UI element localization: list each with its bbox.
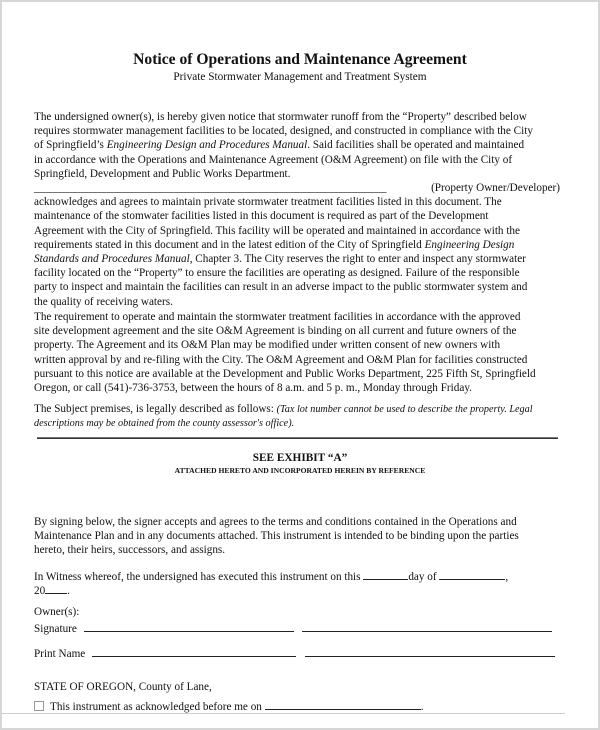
text-line: By signing below, the signer accepts and agrees to the terms and conditions contained in the Operations and (34, 516, 517, 528)
text-line: The undersigned owner(s), is hereby given notice that stormwater runoff from the “Property” described below (34, 111, 527, 123)
text-span: , Chapter 3. The City reserves the right to enter and inspect any stormwater (189, 252, 526, 265)
text-line: facility located on the “Property” to ensure the facilities are operating as designed. Failure of the responsible (34, 267, 520, 280)
signature-label: Signature (34, 623, 77, 635)
text-span: In Witness whereof, the undersigned has executed this instrument on this (34, 571, 364, 583)
text-line: party to inspect and maintain the facilities can result in an adverse impact to the public stormwater system and (34, 281, 528, 294)
text-line: Maintenance Plan and in any documents attached. This instrument is intended to be binding upon the parties (34, 530, 519, 543)
text-span: of Springfield’s (34, 139, 107, 152)
text-span: . (67, 585, 70, 598)
text-span: 20 (34, 585, 46, 598)
text-line: Oregon, or call (541)-736-3753, between the hours of 8 a.m. and 5 p. m., Monday through Friday. (34, 381, 472, 394)
text-span: , (505, 571, 509, 583)
month-field[interactable] (439, 568, 505, 580)
document-subtitle: Private Stormwater Management and Treatment System (173, 71, 427, 83)
manual-title: Engineering Design and Procedures Manual (106, 139, 308, 152)
print-name-field-1[interactable] (92, 645, 296, 657)
text-line (34, 138, 574, 152)
paragraph-legal-description (34, 402, 574, 430)
text-line: hereto, their heirs, successors, and assigns. (34, 544, 226, 557)
print-name-label: Print Name (34, 648, 86, 660)
text-span: . (420, 701, 424, 713)
page-cut-rule (2, 713, 565, 714)
owner-developer-blank[interactable]: _______________________________________________________________ (34, 182, 387, 194)
text-line (34, 416, 574, 430)
print-name-row (34, 645, 555, 660)
owner-developer-line (34, 181, 560, 195)
legal-note: descriptions may be obtained from the county assessor's office). (34, 418, 295, 430)
text-span: The Subject premises, is legally described as follows: (34, 403, 277, 415)
text-line (34, 402, 574, 416)
text-line: in accordance with the Operations and Maintenance Agreement (O&M Agreement) on file with the City of (34, 153, 513, 166)
text-span: day of (408, 571, 440, 583)
legal-description-rule (37, 437, 558, 439)
document-title: Notice of Operations and Maintenance Agreement (133, 51, 467, 68)
acknowledgement-date-field[interactable] (265, 698, 421, 710)
text-line (34, 568, 574, 582)
exhibit-subheading: ATTACHED HERETO AND INCORPORATED HEREIN BY REFERENCE (174, 466, 426, 475)
owner-developer-label: (Property Owner/Developer) (431, 182, 560, 194)
paragraph-requirements (34, 310, 574, 395)
text-line: Agreement with the City of Springfield. This facility will be operated and maintained in accordance with the (34, 224, 520, 237)
text-line (34, 238, 574, 252)
state-county-line: STATE OF OREGON, County of Lane, (34, 681, 212, 693)
year-field[interactable] (45, 582, 67, 594)
signature-field-1[interactable] (84, 620, 294, 632)
witness-clause (34, 568, 574, 596)
acknowledgement-line (34, 698, 423, 713)
manual-title: Engineering Design (424, 238, 515, 251)
manual-title: Standards and Procedures Manual (34, 252, 190, 265)
text-span: . Said facilities shall be operated and maintained (307, 139, 525, 152)
text-line: Springfield, Development and Public Works Department. (34, 167, 291, 180)
text-line: site development agreement and the site O&M Agreement is binding on all current and future owners of the (34, 325, 517, 338)
acknowledgement-checkbox[interactable] (34, 701, 44, 711)
signature-field-2[interactable] (302, 620, 552, 632)
text-line (34, 252, 574, 266)
text-line: property. The Agreement and its O&M Plan may be modified under written consent of new owners with (34, 339, 501, 352)
paragraph-notice (34, 110, 574, 181)
paragraph-signing-terms (34, 515, 574, 558)
signature-row (34, 620, 552, 635)
text-span: requirements stated in this document and in the latest edition of the City of Springfield (34, 238, 425, 251)
text-line: maintenance of the stomwater facilities listed in this document is required as part of the Development (34, 210, 489, 223)
text-line: The requirement to operate and maintain the stormwater treatment facilities in accordance with the approved (34, 311, 521, 323)
text-line: the quality of receiving waters. (34, 295, 173, 308)
legal-note: (Tax lot number cannot be used to describe the property. Legal (276, 404, 533, 415)
acknowledgement-text: This instrument as acknowledged before me on (50, 701, 265, 713)
exhibit-heading: SEE EXHIBIT “A” (252, 452, 348, 464)
text-line: written approval by and re-filing with the City. The O&M Agreement and O&M Plan for facilities constructed (34, 353, 528, 366)
day-field[interactable] (363, 568, 408, 580)
print-name-field-2[interactable] (305, 645, 555, 657)
text-line: requires stormwater management facilities to be located, designed, and constructed in compliance with the City (34, 125, 533, 138)
text-line: pursuant to this notice are available at the Development and Public Works Department, 225 Fifth St, Springfield (34, 367, 536, 380)
paragraph-owner-acknowledgement (34, 181, 574, 309)
owners-label: Owner(s): (34, 606, 80, 618)
text-line: acknowledges and agrees to maintain private stormwater treatment facilities listed in this document. The (34, 196, 502, 209)
text-line (34, 582, 574, 596)
